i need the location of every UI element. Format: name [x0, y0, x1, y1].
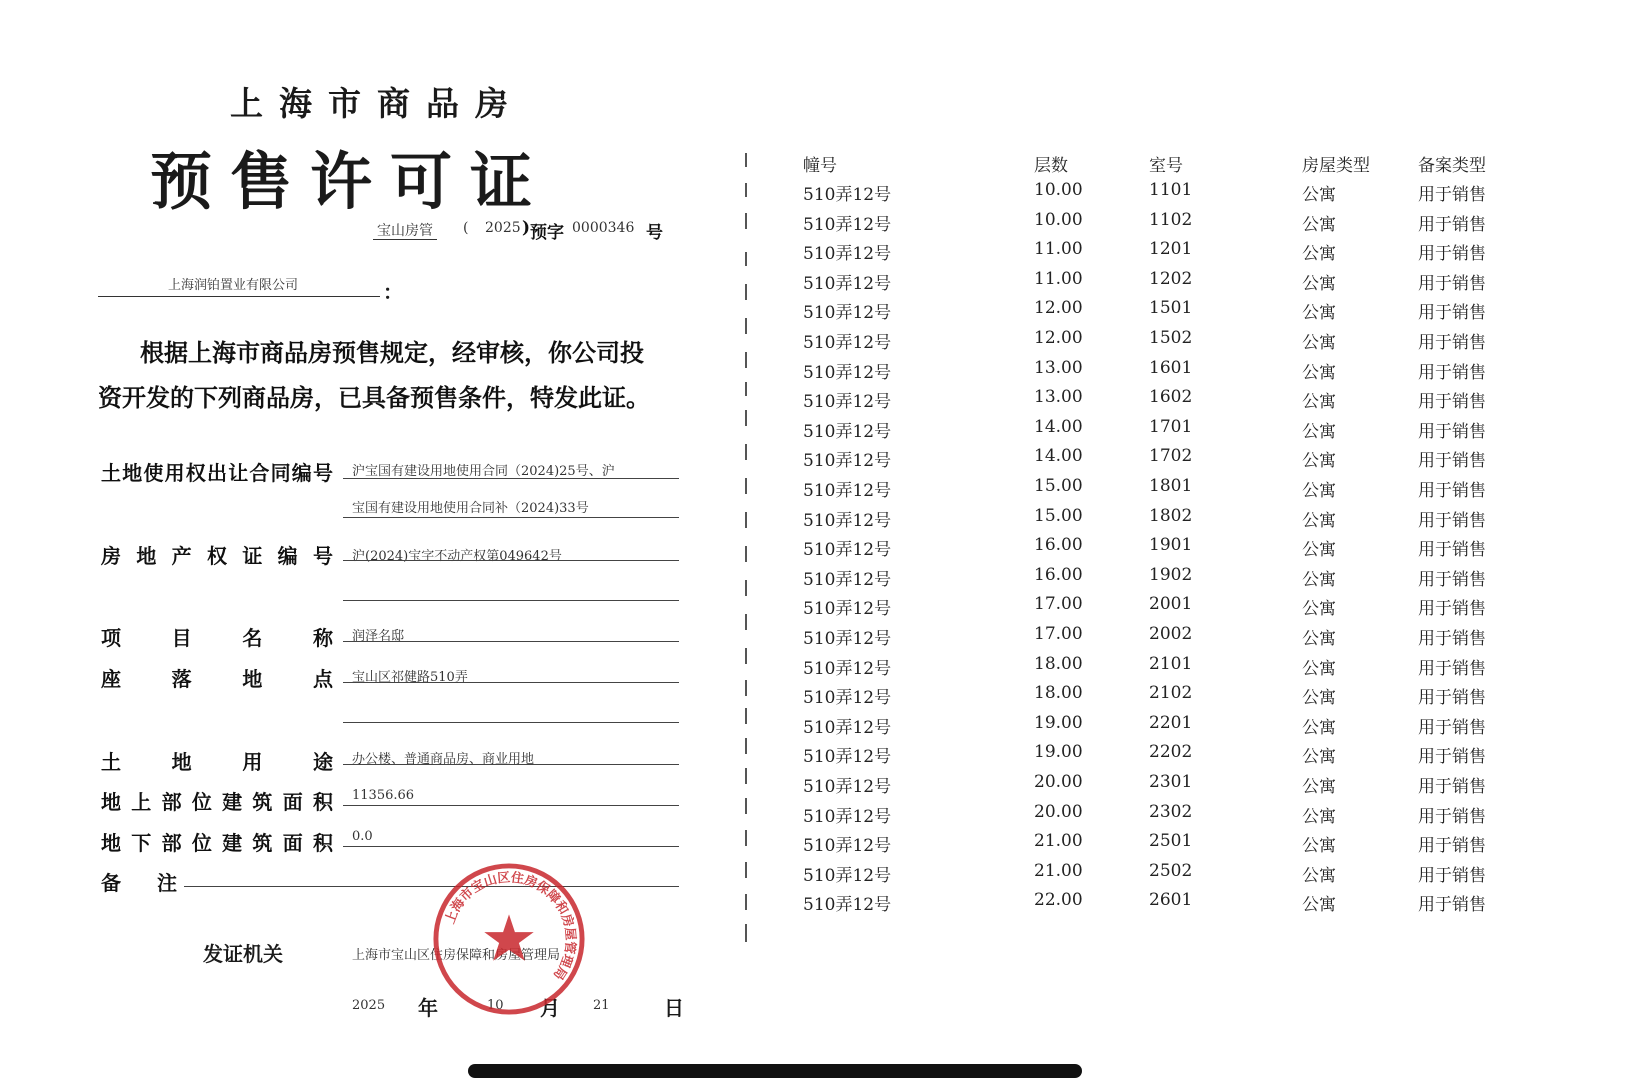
- cell-house-type: 公寓: [1302, 303, 1336, 323]
- cell-floor: 10.00: [1034, 180, 1083, 200]
- cell-room: 1802: [1149, 506, 1193, 526]
- separator-dash: [745, 580, 747, 596]
- separator-dash: [745, 738, 747, 754]
- cell-house-type: 公寓: [1302, 659, 1336, 679]
- date-year: 2025: [352, 998, 386, 1013]
- company-colon: ：: [383, 280, 403, 304]
- cell-filing-type: 用于销售: [1418, 688, 1486, 708]
- cell-filing-type: 用于销售: [1418, 540, 1486, 560]
- official-seal: [430, 860, 588, 1018]
- separator-dash: [745, 213, 747, 229]
- cell-filing-type: 用于销售: [1418, 303, 1486, 323]
- date-year-label: 年: [418, 996, 438, 1020]
- permit-authority-text: 宝山房管: [373, 223, 437, 240]
- cell-floor: 12.00: [1034, 328, 1083, 348]
- separator-dash: [745, 153, 747, 167]
- separator-dash: [745, 512, 747, 528]
- field-label-project-name: 项目名称: [101, 626, 333, 650]
- cell-filing-type: 用于销售: [1418, 422, 1486, 442]
- cell-building: 510弄12号: [803, 303, 892, 323]
- col-header-room: 室号: [1149, 156, 1183, 176]
- field-line: [343, 600, 679, 601]
- date-month: 10: [487, 998, 504, 1013]
- separator-dash: [745, 862, 747, 878]
- separator-dash: [745, 252, 747, 266]
- cell-house-type: 公寓: [1302, 451, 1336, 471]
- cell-floor: 16.00: [1034, 535, 1083, 555]
- cell-filing-type: 用于销售: [1418, 777, 1486, 797]
- cell-filing-type: 用于销售: [1418, 185, 1486, 205]
- cell-floor: 18.00: [1034, 683, 1083, 703]
- intro-line-1: 根据上海市商品房预售规定，经审核，你公司投: [140, 338, 644, 367]
- cell-filing-type: 用于销售: [1418, 866, 1486, 886]
- separator-dash: [745, 410, 747, 426]
- cell-house-type: 公寓: [1302, 570, 1336, 590]
- field-value-project-name: 润泽名邸: [352, 629, 405, 644]
- cell-room: 1702: [1149, 446, 1193, 466]
- cell-floor: 17.00: [1034, 594, 1083, 614]
- cell-filing-type: 用于销售: [1418, 215, 1486, 235]
- cell-house-type: 公寓: [1302, 215, 1336, 235]
- cell-filing-type: 用于销售: [1418, 836, 1486, 856]
- cell-room: 2302: [1149, 802, 1193, 822]
- field-line: [343, 478, 679, 479]
- cell-building: 510弄12号: [803, 215, 892, 235]
- cell-building: 510弄12号: [803, 451, 892, 471]
- col-header-house-type: 房屋类型: [1302, 156, 1370, 176]
- cell-house-type: 公寓: [1302, 363, 1336, 383]
- cell-building: 510弄12号: [803, 392, 892, 412]
- field-line: [343, 764, 679, 765]
- intro-line-2: 资开发的下列商品房，已具备预售条件，特发此证。: [98, 383, 650, 412]
- cell-floor: 14.00: [1034, 446, 1083, 466]
- cell-building: 510弄12号: [803, 333, 892, 353]
- permit-open-paren: (: [463, 220, 469, 236]
- field-line: [343, 560, 679, 561]
- cell-building: 510弄12号: [803, 511, 892, 531]
- col-header-floor: 层数: [1034, 156, 1068, 176]
- separator-dash: [745, 546, 747, 562]
- cell-filing-type: 用于销售: [1418, 274, 1486, 294]
- field-value-location: 宝山区祁健路510弄: [352, 670, 468, 685]
- cell-house-type: 公寓: [1302, 511, 1336, 531]
- permit-authority: [373, 220, 437, 240]
- cell-room: 2501: [1149, 831, 1193, 851]
- cell-filing-type: 用于销售: [1418, 599, 1486, 619]
- cell-filing-type: 用于销售: [1418, 807, 1486, 827]
- cell-room: 1201: [1149, 239, 1193, 259]
- cell-room: 2002: [1149, 624, 1193, 644]
- field-value-below-ground-area: 0.0: [352, 829, 373, 844]
- cell-building: 510弄12号: [803, 481, 892, 501]
- permit-close-paren: ): [522, 218, 531, 238]
- cell-building: 510弄12号: [803, 895, 892, 915]
- cell-floor: 19.00: [1034, 713, 1083, 733]
- cell-floor: 20.00: [1034, 802, 1083, 822]
- cell-house-type: 公寓: [1302, 807, 1336, 827]
- cell-filing-type: 用于销售: [1418, 333, 1486, 353]
- field-line: [343, 846, 679, 847]
- field-label-property-cert: 房地产权证编号: [101, 544, 333, 568]
- cell-building: 510弄12号: [803, 570, 892, 590]
- cell-room: 2001: [1149, 594, 1193, 614]
- cell-room: 1101: [1149, 180, 1193, 200]
- field-line: [343, 682, 679, 683]
- cell-building: 510弄12号: [803, 244, 892, 264]
- cell-room: 1602: [1149, 387, 1193, 407]
- separator-dash: [745, 284, 747, 300]
- cell-floor: 13.00: [1034, 358, 1083, 378]
- cell-floor: 18.00: [1034, 654, 1083, 674]
- field-label-land-use: 土地用途: [101, 750, 333, 774]
- cell-building: 510弄12号: [803, 540, 892, 560]
- certificate-title: 预售许可证: [150, 145, 551, 218]
- cell-floor: 15.00: [1034, 506, 1083, 526]
- cell-filing-type: 用于销售: [1418, 659, 1486, 679]
- cell-room: 2101: [1149, 654, 1193, 674]
- cell-house-type: 公寓: [1302, 599, 1336, 619]
- cell-house-type: 公寓: [1302, 481, 1336, 501]
- field-value-land-contract-2: 宝国有建设用地使用合同补（2024)33号: [352, 501, 589, 516]
- cell-house-type: 公寓: [1302, 333, 1336, 353]
- cell-building: 510弄12号: [803, 422, 892, 442]
- date-day-label: 日: [664, 996, 684, 1020]
- cell-room: 2202: [1149, 742, 1193, 762]
- field-label-remarks: 备注: [101, 871, 177, 895]
- cell-room: 2102: [1149, 683, 1193, 703]
- separator-dash: [745, 352, 747, 368]
- cell-house-type: 公寓: [1302, 747, 1336, 767]
- cell-room: 1901: [1149, 535, 1193, 555]
- separator-dash: [745, 183, 747, 197]
- cell-room: 1801: [1149, 476, 1193, 496]
- permit-number: 0000346: [572, 220, 635, 236]
- separator-dash: [745, 382, 747, 396]
- home-indicator[interactable]: [468, 1064, 1082, 1078]
- cell-house-type: 公寓: [1302, 540, 1336, 560]
- cell-building: 510弄12号: [803, 836, 892, 856]
- cell-house-type: 公寓: [1302, 244, 1336, 264]
- cell-building: 510弄12号: [803, 185, 892, 205]
- cell-building: 510弄12号: [803, 866, 892, 886]
- date-day: 21: [593, 998, 610, 1013]
- cell-floor: 22.00: [1034, 890, 1083, 910]
- cell-room: 1601: [1149, 358, 1193, 378]
- cell-room: 1102: [1149, 210, 1193, 230]
- separator-dash: [745, 708, 747, 724]
- cell-room: 1701: [1149, 417, 1193, 437]
- cell-floor: 16.00: [1034, 565, 1083, 585]
- cell-room: 2201: [1149, 713, 1193, 733]
- field-value-above-ground-area: 11356.66: [352, 788, 415, 803]
- separator-dash: [745, 478, 747, 494]
- cell-building: 510弄12号: [803, 363, 892, 383]
- cell-room: 2301: [1149, 772, 1193, 792]
- issuer-label: 发证机关: [203, 942, 283, 966]
- cell-house-type: 公寓: [1302, 777, 1336, 797]
- issuer-name: 上海市宝山区住房保障和房屋管理局: [352, 948, 561, 963]
- cell-house-type: 公寓: [1302, 836, 1336, 856]
- field-value-land-contract-1: 沪宝国有建设用地使用合同（2024)25号、沪: [352, 464, 615, 479]
- separator-dash: [745, 318, 747, 334]
- separator-dash: [745, 924, 747, 942]
- cell-room: 2502: [1149, 861, 1193, 881]
- cell-house-type: 公寓: [1302, 422, 1336, 442]
- cell-filing-type: 用于销售: [1418, 511, 1486, 531]
- cell-room: 2601: [1149, 890, 1193, 910]
- cell-floor: 12.00: [1034, 298, 1083, 318]
- col-header-building: 幢号: [803, 156, 837, 176]
- separator-dash: [745, 444, 747, 460]
- cell-filing-type: 用于销售: [1418, 363, 1486, 383]
- field-label-above-ground-area: 地上部位建筑面积: [101, 790, 333, 814]
- cell-floor: 11.00: [1034, 239, 1083, 259]
- field-label-land-contract: 土地使用权出让合同编号: [101, 461, 333, 485]
- field-line: [343, 722, 679, 723]
- cell-room: 1502: [1149, 328, 1193, 348]
- field-label-below-ground-area: 地下部位建筑面积: [101, 831, 333, 855]
- cell-filing-type: 用于销售: [1418, 481, 1486, 501]
- cell-filing-type: 用于销售: [1418, 392, 1486, 412]
- field-line: [343, 517, 679, 518]
- cell-house-type: 公寓: [1302, 718, 1336, 738]
- cell-building: 510弄12号: [803, 747, 892, 767]
- cell-building: 510弄12号: [803, 688, 892, 708]
- cell-house-type: 公寓: [1302, 866, 1336, 886]
- separator-dash: [745, 798, 747, 814]
- cell-floor: 11.00: [1034, 269, 1083, 289]
- separator-dash: [745, 680, 747, 696]
- cell-room: 1902: [1149, 565, 1193, 585]
- field-value-land-use: 办公楼、普通商品房、商业用地: [352, 752, 535, 767]
- cell-floor: 15.00: [1034, 476, 1083, 496]
- cell-building: 510弄12号: [803, 629, 892, 649]
- cell-house-type: 公寓: [1302, 629, 1336, 649]
- cell-floor: 20.00: [1034, 772, 1083, 792]
- cell-building: 510弄12号: [803, 777, 892, 797]
- cell-building: 510弄12号: [803, 659, 892, 679]
- permit-year: 2025: [485, 220, 521, 236]
- cell-filing-type: 用于销售: [1418, 629, 1486, 649]
- cell-house-type: 公寓: [1302, 185, 1336, 205]
- cell-floor: 10.00: [1034, 210, 1083, 230]
- cell-house-type: 公寓: [1302, 274, 1336, 294]
- separator-dash: [745, 830, 747, 846]
- cell-room: 1202: [1149, 269, 1193, 289]
- cell-building: 510弄12号: [803, 599, 892, 619]
- cell-floor: 17.00: [1034, 624, 1083, 644]
- separator-dash: [745, 768, 747, 784]
- seal-text: 上海市宝山区住房保障和房屋管理局: [442, 870, 578, 983]
- company-underline: [98, 296, 380, 297]
- cell-building: 510弄12号: [803, 718, 892, 738]
- cell-filing-type: 用于销售: [1418, 718, 1486, 738]
- cell-house-type: 公寓: [1302, 895, 1336, 915]
- cell-filing-type: 用于销售: [1418, 570, 1486, 590]
- certificate-header-small: 上海市商品房: [230, 84, 524, 123]
- cell-filing-type: 用于销售: [1418, 895, 1486, 915]
- separator-dash: [745, 648, 747, 664]
- cell-floor: 21.00: [1034, 861, 1083, 881]
- permit-suffix: 号: [646, 223, 663, 243]
- cell-filing-type: 用于销售: [1418, 244, 1486, 264]
- field-line: [343, 805, 679, 806]
- company-name: 上海润铂置业有限公司: [168, 278, 299, 293]
- cell-floor: 21.00: [1034, 831, 1083, 851]
- cell-floor: 14.00: [1034, 417, 1083, 437]
- separator-dash: [745, 614, 747, 630]
- permit-prefix: 预字: [530, 223, 564, 243]
- col-header-filing-type: 备案类型: [1418, 156, 1486, 176]
- cell-filing-type: 用于销售: [1418, 747, 1486, 767]
- separator-dash: [745, 894, 747, 910]
- cell-floor: 19.00: [1034, 742, 1083, 762]
- cell-floor: 13.00: [1034, 387, 1083, 407]
- cell-house-type: 公寓: [1302, 392, 1336, 412]
- cell-filing-type: 用于销售: [1418, 451, 1486, 471]
- field-line: [343, 641, 679, 642]
- cell-building: 510弄12号: [803, 807, 892, 827]
- date-month-label: 月: [540, 996, 560, 1020]
- cell-room: 1501: [1149, 298, 1193, 318]
- cell-building: 510弄12号: [803, 274, 892, 294]
- field-value-property-cert: 沪(2024)宝字不动产权第049642号: [352, 549, 562, 564]
- field-label-location: 座落地点: [101, 667, 333, 691]
- cell-house-type: 公寓: [1302, 688, 1336, 708]
